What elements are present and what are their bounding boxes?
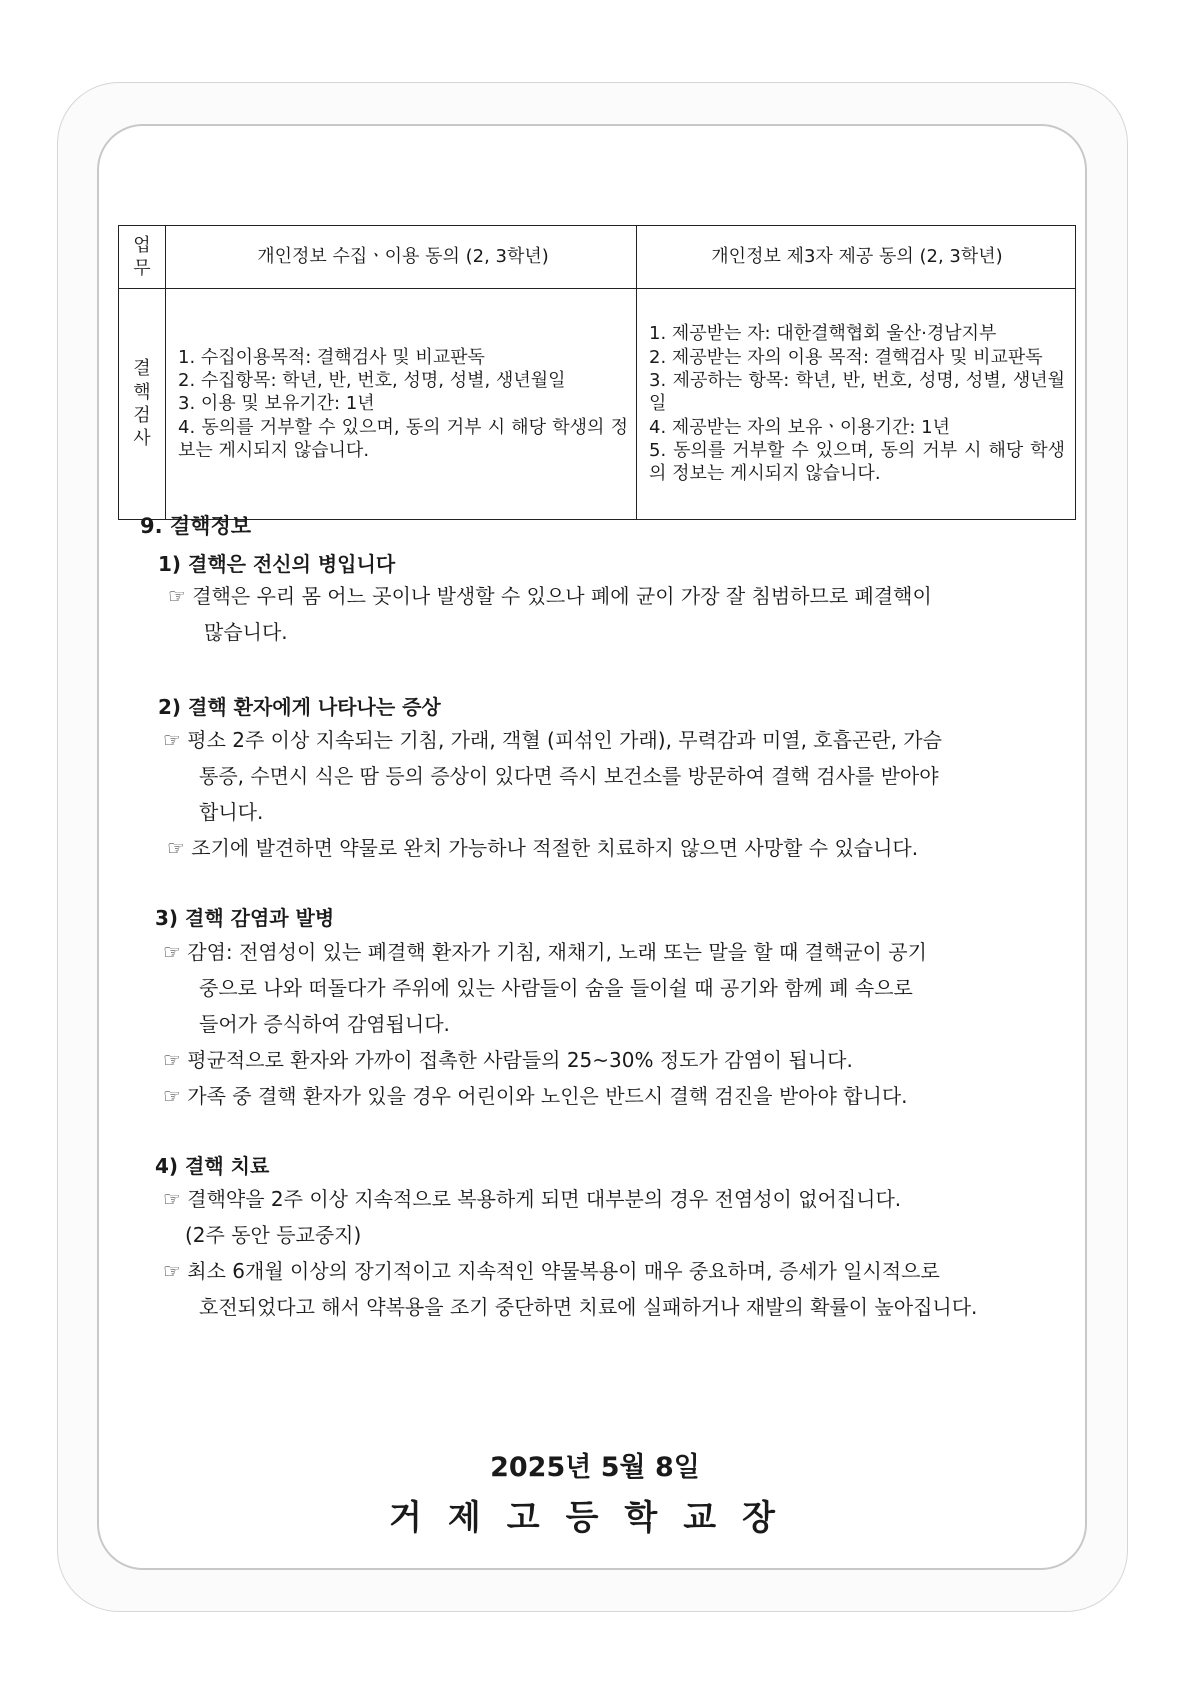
paragraph-line: ☞ 결핵약을 2주 이상 지속적으로 복용하게 되면 대부분의 경우 전염성이 없어집니다. [163, 1187, 902, 1211]
third-party-consent-items [637, 289, 1076, 520]
subsection-title-4: 4) 결핵 치료 [155, 1154, 270, 1178]
list-item: 5. 동의를 거부할 수 있으며, 동의 거부 시 해당 학생의 정보는 게시되지 않습니다. [649, 440, 1065, 485]
consent-table [118, 225, 1076, 520]
task-header-cell [119, 226, 166, 289]
subsection-body-4 [163, 1181, 977, 1325]
list-item: 2. 수집항목: 학년, 반, 번호, 성명, 성별, 생년월일 [178, 369, 566, 391]
task-label-char: 핵 [133, 381, 151, 403]
paragraph-line: 호전되었다고 해서 약복용을 조기 중단하면 치료에 실패하거나 재발의 확률이 높아집니다. [199, 1295, 978, 1319]
list-item: 1. 제공받는 자: 대한결핵협회 울산·경남지부 [649, 323, 997, 345]
paragraph-line: 많습니다. [204, 620, 288, 644]
paragraph-line: ☞ 조기에 발견하면 약물로 완치 가능하나 적절한 치료하지 않으면 사망할 수 있습니다. [167, 836, 919, 860]
task-label-cell [119, 289, 166, 520]
collect-use-consent-items [166, 289, 637, 520]
list-item: 4. 제공받는 자의 보유ㆍ이용기간: 1년 [649, 416, 951, 438]
paragraph-line: ☞ 최소 6개월 이상의 장기적이고 지속적인 약물복용이 매우 중요하며, 증세가 일시적으로 [163, 1259, 940, 1283]
subsection-body-3 [163, 934, 927, 1114]
task-header-char: 무 [133, 258, 151, 279]
list-item: 1. 수집이용목적: 결핵검사 및 비교판독 [178, 346, 485, 368]
paragraph-line: 중으로 나와 떠돌다가 주위에 있는 사람들이 숨을 들이쉴 때 공기와 함께 폐 속으로 [199, 976, 913, 1000]
paragraph-line: 들어가 증식하여 감염됩니다. [199, 1012, 450, 1036]
document-date: 2025년 5월 8일 [490, 1452, 700, 1483]
subsection-title-2: 2) 결핵 환자에게 나타나는 증상 [158, 695, 441, 719]
subsection-title-1: 1) 결핵은 전신의 병입니다 [158, 552, 396, 576]
paragraph-line: (2주 동안 등교중지) [185, 1223, 362, 1247]
paragraph-line: ☞ 평소 2주 이상 지속되는 기침, 가래, 객혈 (피섞인 가래), 무력감과 미열, 호흡곤란, 가슴 [163, 728, 942, 752]
paragraph-line: ☞ 감염: 전염성이 있는 폐결핵 환자가 기침, 재채기, 노래 또는 말을 할 때 결핵균이 공기 [163, 940, 927, 964]
subsection-body-1 [168, 578, 932, 650]
paragraph-line: ☞ 평균적으로 환자와 가까이 접촉한 사람들의 25~30% 정도가 감염이 됩니다. [163, 1048, 853, 1072]
paragraph-line: ☞ 결핵은 우리 몸 어느 곳이나 발생할 수 있으나 폐에 균이 가장 잘 침범하므로 폐결핵이 [168, 584, 932, 608]
paragraph-line: ☞ 가족 중 결핵 환자가 있을 경우 어린이와 노인은 반드시 결핵 검진을 받아야 합니다. [163, 1084, 908, 1108]
section-title: 9. 결핵정보 [140, 514, 252, 538]
list-item: 4. 동의를 거부할 수 있으며, 동의 거부 시 해당 학생의 정보는 게시되지 않습니다. [178, 416, 628, 462]
paragraph-line: 통증, 수면시 식은 땀 등의 증상이 있다면 즉시 보건소를 방문하여 결핵 검사를 받아야 [199, 764, 939, 788]
list-item: 3. 이용 및 보유기간: 1년 [178, 393, 375, 415]
task-label-char: 사 [133, 428, 151, 450]
task-header-char: 업 [133, 234, 151, 256]
consent-table-body-row [119, 289, 1076, 520]
paragraph-line: 합니다. [199, 800, 264, 824]
list-item: 3. 제공하는 항목: 학년, 반, 번호, 성명, 성별, 생년월일 [649, 369, 1065, 415]
collect-use-consent-header: 개인정보 수집ㆍ이용 동의 (2, 3학년) [166, 226, 637, 289]
list-item: 2. 제공받는 자의 이용 목적: 결핵검사 및 비교판독 [649, 346, 1043, 368]
third-party-consent-header: 개인정보 제3자 제공 동의 (2, 3학년) [637, 226, 1076, 289]
task-label-char: 검 [133, 405, 151, 426]
subsection-body-2 [163, 722, 942, 866]
school-principal-signature: 거제고등학교장 [389, 1498, 801, 1538]
task-label-char: 결 [133, 358, 151, 380]
consent-table-header-row [119, 226, 1076, 289]
subsection-title-3: 3) 결핵 감염과 발병 [155, 906, 335, 930]
